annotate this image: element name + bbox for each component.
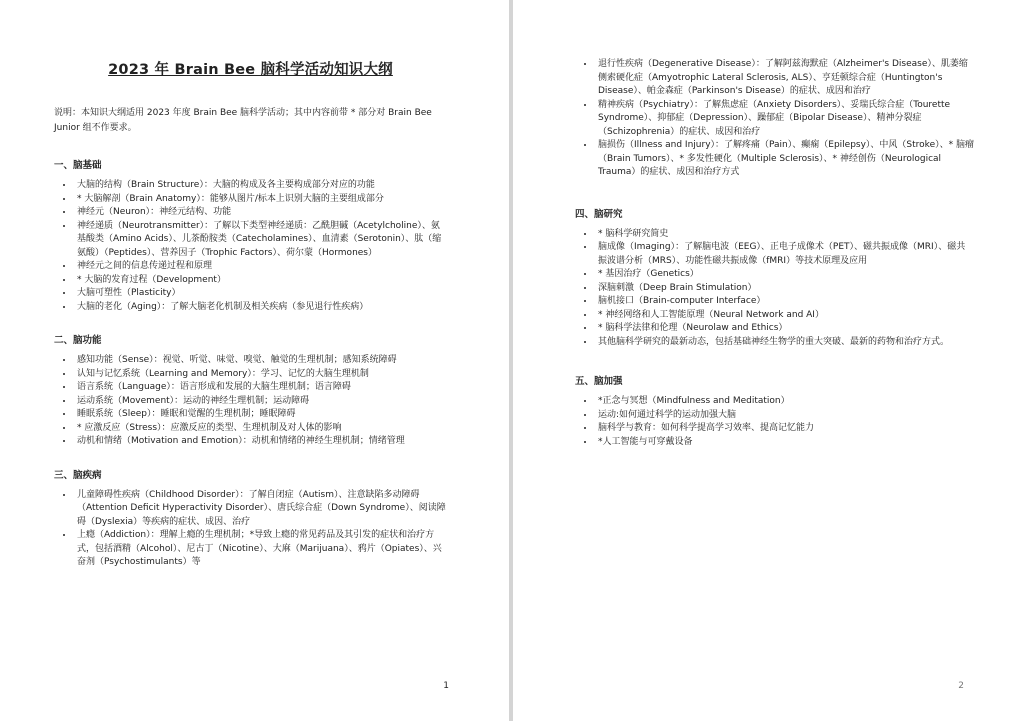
list-item: • * 脑科学研究简史 [595, 228, 974, 242]
list-item: • * 大脑解剖（Brain Anatomy）：能够从图片/标本上识别大脑的主要组成部分 [74, 193, 447, 207]
list-item: • * 神经网络和人工智能原理（Neural Network and AI） [595, 309, 974, 323]
bullet-list [54, 489, 447, 570]
document-page-2 [513, 0, 1024, 721]
list-item: • * 大脑的发育过程（Development） [74, 274, 447, 288]
list-item: • * 应激反应（Stress）：应激反应的类型、生理机制及对人体的影响 [74, 422, 447, 436]
intro-note: 说明：本知识大纲适用 2023 年度 Brain Bee 脑科学活动；其中内容前带 * 部分对 Brain Bee Junior 组不作要求。 [54, 108, 432, 133]
document-page-1 [0, 0, 509, 721]
list-item: • 大脑的老化（Aging）：了解大脑老化机制及相关疾病（参见退行性疾病） [74, 301, 447, 315]
section-heading: 四、脑研究 [575, 208, 623, 220]
list-item: • *正念与冥想（Mindfulness and Meditation） [595, 395, 974, 409]
list-item: • 睡眠系统（Sleep）：睡眠和觉醒的生理机制；睡眠障碍 [74, 408, 447, 422]
page-number: 1 [443, 681, 449, 691]
section-brain-research [575, 206, 974, 350]
list-item: • 运动:如何通过科学的运动加强大脑 [595, 409, 974, 423]
list-item: • 感知功能（Sense）：视觉、听觉、味觉、嗅觉、触觉的生理机制；感知系统障碍 [74, 354, 447, 368]
list-item: • 脑机接口（Brain-computer Interface） [595, 295, 974, 309]
list-item: • 动机和情绪（Motivation and Emotion）：动机和情绪的神经生理机制；情绪管理 [74, 435, 447, 449]
list-item: • 脑科学与教育：如何科学提高学习效率、提高记忆能力 [595, 422, 974, 436]
list-item: • 运动系统（Movement）：运动的神经生理机制；运动障碍 [74, 395, 447, 409]
list-item: • 大脑的结构（Brain Structure）：大脑的构成及各主要构成部分对应的功能 [74, 179, 447, 193]
list-item: • 儿童障碍性疾病（Childhood Disorder）：了解自闭症（Autism）、注意缺陷多动障碍（Attention Deficit Hyperactivity Disorder）、唐氏综合症（Down Syndrome）、阅读障碍（Dyslexia）等疾病的症状、成因、治疗 [74, 489, 447, 530]
list-item: • 精神疾病（Psychiatry）：了解焦虑症（Anxiety Disorders）、妥瑞氏综合症（Tourette Syndrome）、抑郁症（Depression）、躁郁症（Bipolar Disease）、精神分裂症（Schizophrenia）的症状、成因和治疗 [595, 99, 974, 140]
list-item: • 脑损伤（Illness and Injury）：了解疼痛（Pain）、癫痫（Epilepsy）、中风（Stroke）、* 脑瘤（Brain Tumors）、* 多发性硬化（Multiple Sclerosis）、* 神经创伤（Neurological Trauma）的症状、成因和治疗方式 [595, 139, 974, 180]
list-item: • *人工智能与可穿戴设备 [595, 436, 974, 450]
list-item: • 大脑可塑性（Plasticity） [74, 287, 447, 301]
list-item: • 上瘾（Addiction）：理解上瘾的生理机制；*导致上瘾的常见药品及其引发的症状和治疗方式，包括酒精（Alcohol）、尼古丁（Nicotine）、大麻（Marijuana）、鸦片（Opiates）、兴奋剂（Psychostimulants）等 [74, 529, 447, 570]
list-item: • * 脑科学法律和伦理（Neurolaw and Ethics） [595, 322, 974, 336]
section-brain-basics [54, 157, 447, 314]
list-item: • 其他脑科学研究的最新动态，包括基础神经生物学的重大突破、最新的药物和治疗方式。 [595, 336, 974, 350]
bullet-list [575, 58, 974, 180]
section-heading: 五、脑加强 [575, 376, 623, 387]
section-brain-disease [54, 467, 447, 570]
list-item: • 语言系统（Language）：语言形成和发展的大脑生理机制；语言障碍 [74, 381, 447, 395]
section-heading: 三、脑疾病 [54, 469, 102, 481]
section-heading: 二、脑功能 [54, 335, 102, 346]
list-item: • 神经元之间的信息传递过程和原理 [74, 260, 447, 274]
list-item: • 神经元（Neuron）：神经元结构、功能 [74, 206, 447, 220]
section-brain-enhancement [575, 373, 974, 449]
section-heading: 一、脑基础 [54, 160, 102, 171]
bullet-list [54, 354, 447, 449]
document-title: 2023 年 Brain Bee 脑科学活动知识大纲 [108, 62, 393, 78]
list-item: • * 基因治疗（Genetics） [595, 268, 974, 282]
list-item: • 认知与记忆系统（Learning and Memory）：学习、记忆的大脑生理机制 [74, 368, 447, 382]
list-item: • 退行性疾病（Degenerative Disease）：了解阿兹海默症（Alzheimer's Disease）、肌萎缩侧索硬化症（Amyotrophic Lateral Sclerosis, ALS）、亨廷顿综合症（Huntington's Disease）、帕金森症（Parkinson's Disease）的症状、成因和治疗 [595, 58, 974, 99]
section-brain-function [54, 332, 447, 449]
page-number: 2 [958, 681, 964, 691]
list-item: • 脑成像（Imaging）：了解脑电波（EEG）、正电子成像术（PET）、磁共振成像（MRI）、磁共振波谱分析（MRS）、功能性磁共振成像（fMRI）等技术原理及应用 [595, 241, 974, 268]
section-brain-disease-continued [575, 58, 974, 180]
bullet-list [575, 395, 974, 449]
bullet-list [575, 228, 974, 350]
list-item: • 深脑刺激（Deep Brain Stimulation） [595, 282, 974, 296]
bullet-list [54, 179, 447, 314]
list-item: • 神经递质（Neurotransmitter）：了解以下类型神经递质：乙酰胆碱（Acetylcholine）、氨基酸类（Amino Acids）、儿茶酚胺类（Catecholamines）、血清素（Serotonin）、肽（缩氨酸）（Peptides）、营养因子（Trophic Factors）、荷尔蒙（Hormones） [74, 220, 447, 261]
